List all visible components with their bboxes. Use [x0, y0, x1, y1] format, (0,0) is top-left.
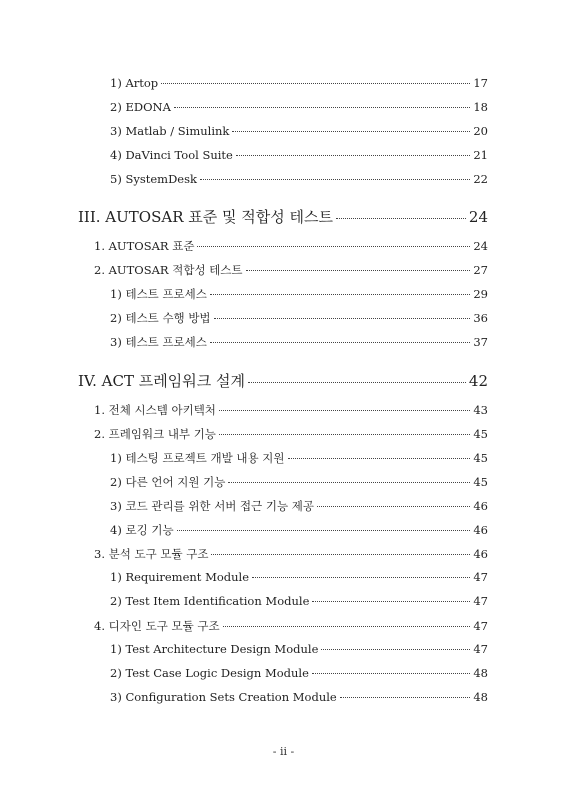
dot-leader — [219, 434, 470, 435]
toc-entry-page: 18 — [473, 100, 488, 114]
toc-entry[interactable] — [110, 522, 488, 538]
toc-entry-page: 36 — [473, 311, 488, 325]
dot-leader — [174, 107, 470, 108]
toc-entry[interactable] — [110, 450, 488, 466]
toc-entry-page: 47 — [473, 570, 488, 584]
toc-entry-page: 22 — [473, 172, 488, 186]
toc-section[interactable] — [94, 618, 488, 634]
toc-section[interactable] — [94, 426, 488, 442]
dot-leader — [248, 382, 466, 383]
toc-entry[interactable] — [110, 474, 488, 490]
toc-entry-label: 4) 로깅 기능 — [110, 523, 174, 537]
toc-section-page: 43 — [473, 403, 488, 417]
toc-entry-page: 37 — [473, 335, 488, 349]
toc-chapter-page: 24 — [468, 208, 488, 226]
toc-entry[interactable] — [110, 124, 488, 138]
toc-entry-page: 21 — [473, 148, 488, 162]
toc-section[interactable] — [94, 546, 488, 562]
toc-entry-label: 3) 코드 관리를 위한 서버 접근 기능 제공 — [110, 499, 315, 513]
dot-leader — [321, 649, 470, 650]
toc-entry-label: 4) DaVinci Tool Suite — [110, 148, 233, 162]
dot-leader — [340, 697, 471, 698]
toc-section-page: 27 — [473, 263, 488, 277]
toc-entry-label: 1) 테스트 프로세스 — [110, 287, 207, 301]
toc-entry[interactable] — [110, 642, 488, 656]
toc-section-label: 3. 분석 도구 모듈 구조 — [94, 547, 209, 561]
dot-leader — [252, 577, 470, 578]
toc-entry[interactable] — [110, 570, 488, 584]
toc-section-page: 47 — [473, 619, 488, 633]
toc-entry-label: 5) SystemDesk — [110, 172, 197, 186]
toc-chapter[interactable] — [78, 206, 488, 227]
toc-entry-page: 46 — [473, 499, 488, 513]
toc-chapter[interactable] — [78, 370, 488, 391]
toc-entry[interactable] — [110, 172, 488, 186]
toc-entry[interactable] — [110, 310, 488, 326]
dot-leader — [288, 458, 471, 459]
toc-entry-label: 1) Artop — [110, 76, 159, 90]
toc-entry-label: 3) Configuration Sets Creation Module — [110, 690, 337, 704]
toc-entry-label: 2) EDONA — [110, 100, 171, 114]
dot-leader — [246, 270, 471, 271]
dot-leader — [223, 626, 471, 627]
toc-entry-label: 2) Test Case Logic Design Module — [110, 666, 309, 680]
toc-chapter-label: III. AUTOSAR 표준 및 적합성 테스트 — [78, 208, 333, 226]
toc-entry[interactable] — [110, 334, 488, 350]
dot-leader — [236, 155, 471, 156]
toc-entry-label: 3) 테스트 프로세스 — [110, 335, 207, 349]
toc-entry[interactable] — [110, 666, 488, 680]
dot-leader — [211, 554, 470, 555]
toc-entry-page: 45 — [473, 475, 488, 489]
dot-leader — [312, 673, 470, 674]
toc-entry[interactable] — [110, 690, 488, 704]
toc-section-label: 2. 프레임워크 내부 기능 — [94, 427, 216, 441]
dot-leader — [312, 601, 470, 602]
dot-leader — [219, 410, 470, 411]
toc-section-label: 1. AUTOSAR 표준 — [94, 239, 195, 253]
dot-leader — [336, 218, 466, 219]
toc-entry-label: 3) Matlab / Simulink — [110, 124, 230, 138]
toc-entry-label: 2) Test Item Identification Module — [110, 594, 310, 608]
toc-chapter-label: IV. ACT 프레임워크 설계 — [78, 372, 245, 390]
dot-leader — [200, 179, 470, 180]
toc-entry-label: 2) 테스트 수행 방법 — [110, 311, 211, 325]
toc-entry-page: 47 — [473, 642, 488, 656]
toc-entry[interactable] — [110, 148, 488, 162]
toc-section-page: 46 — [473, 547, 488, 561]
toc-entry-page: 17 — [473, 76, 488, 90]
toc-section-page: 45 — [473, 427, 488, 441]
toc-section[interactable] — [94, 402, 488, 418]
toc-entry-page: 48 — [473, 666, 488, 680]
toc-entry-label: 1) Test Architecture Design Module — [110, 642, 319, 656]
dot-leader — [214, 318, 471, 319]
dot-leader — [232, 131, 470, 132]
dot-leader — [177, 530, 471, 531]
toc-entry[interactable] — [110, 100, 488, 114]
dot-leader — [228, 482, 470, 483]
toc-entry[interactable] — [110, 76, 488, 90]
toc-section[interactable] — [94, 238, 488, 254]
toc-entry-page: 29 — [473, 287, 488, 301]
dot-leader — [161, 83, 470, 84]
page-number: - ii - — [272, 745, 295, 758]
toc-section-page: 24 — [473, 239, 488, 253]
toc-entry[interactable] — [110, 594, 488, 608]
toc-chapter-page: 42 — [468, 372, 488, 390]
toc-section-label: 1. 전체 시스템 아키텍처 — [94, 403, 216, 417]
dot-leader — [197, 246, 470, 247]
toc-entry-page: 45 — [473, 451, 488, 465]
dot-leader — [210, 342, 470, 343]
toc-entry[interactable] — [110, 498, 488, 514]
toc-section[interactable] — [94, 262, 488, 278]
toc-entry-page: 20 — [473, 124, 488, 138]
toc-entry-page: 47 — [473, 594, 488, 608]
toc-entry[interactable] — [110, 286, 488, 302]
toc-entry-page: 46 — [473, 523, 488, 537]
toc-entry-label: 1) 테스팅 프로젝트 개발 내용 지원 — [110, 451, 285, 465]
toc-entry-label: 1) Requirement Module — [110, 570, 250, 584]
toc-entry-page: 48 — [473, 690, 488, 704]
dot-leader — [210, 294, 470, 295]
toc-entry-label: 2) 다른 언어 지원 기능 — [110, 475, 226, 489]
toc-section-label: 4. 디자인 도구 모듈 구조 — [94, 619, 220, 633]
toc-section-label: 2. AUTOSAR 적합성 테스트 — [94, 263, 243, 277]
dot-leader — [317, 506, 470, 507]
